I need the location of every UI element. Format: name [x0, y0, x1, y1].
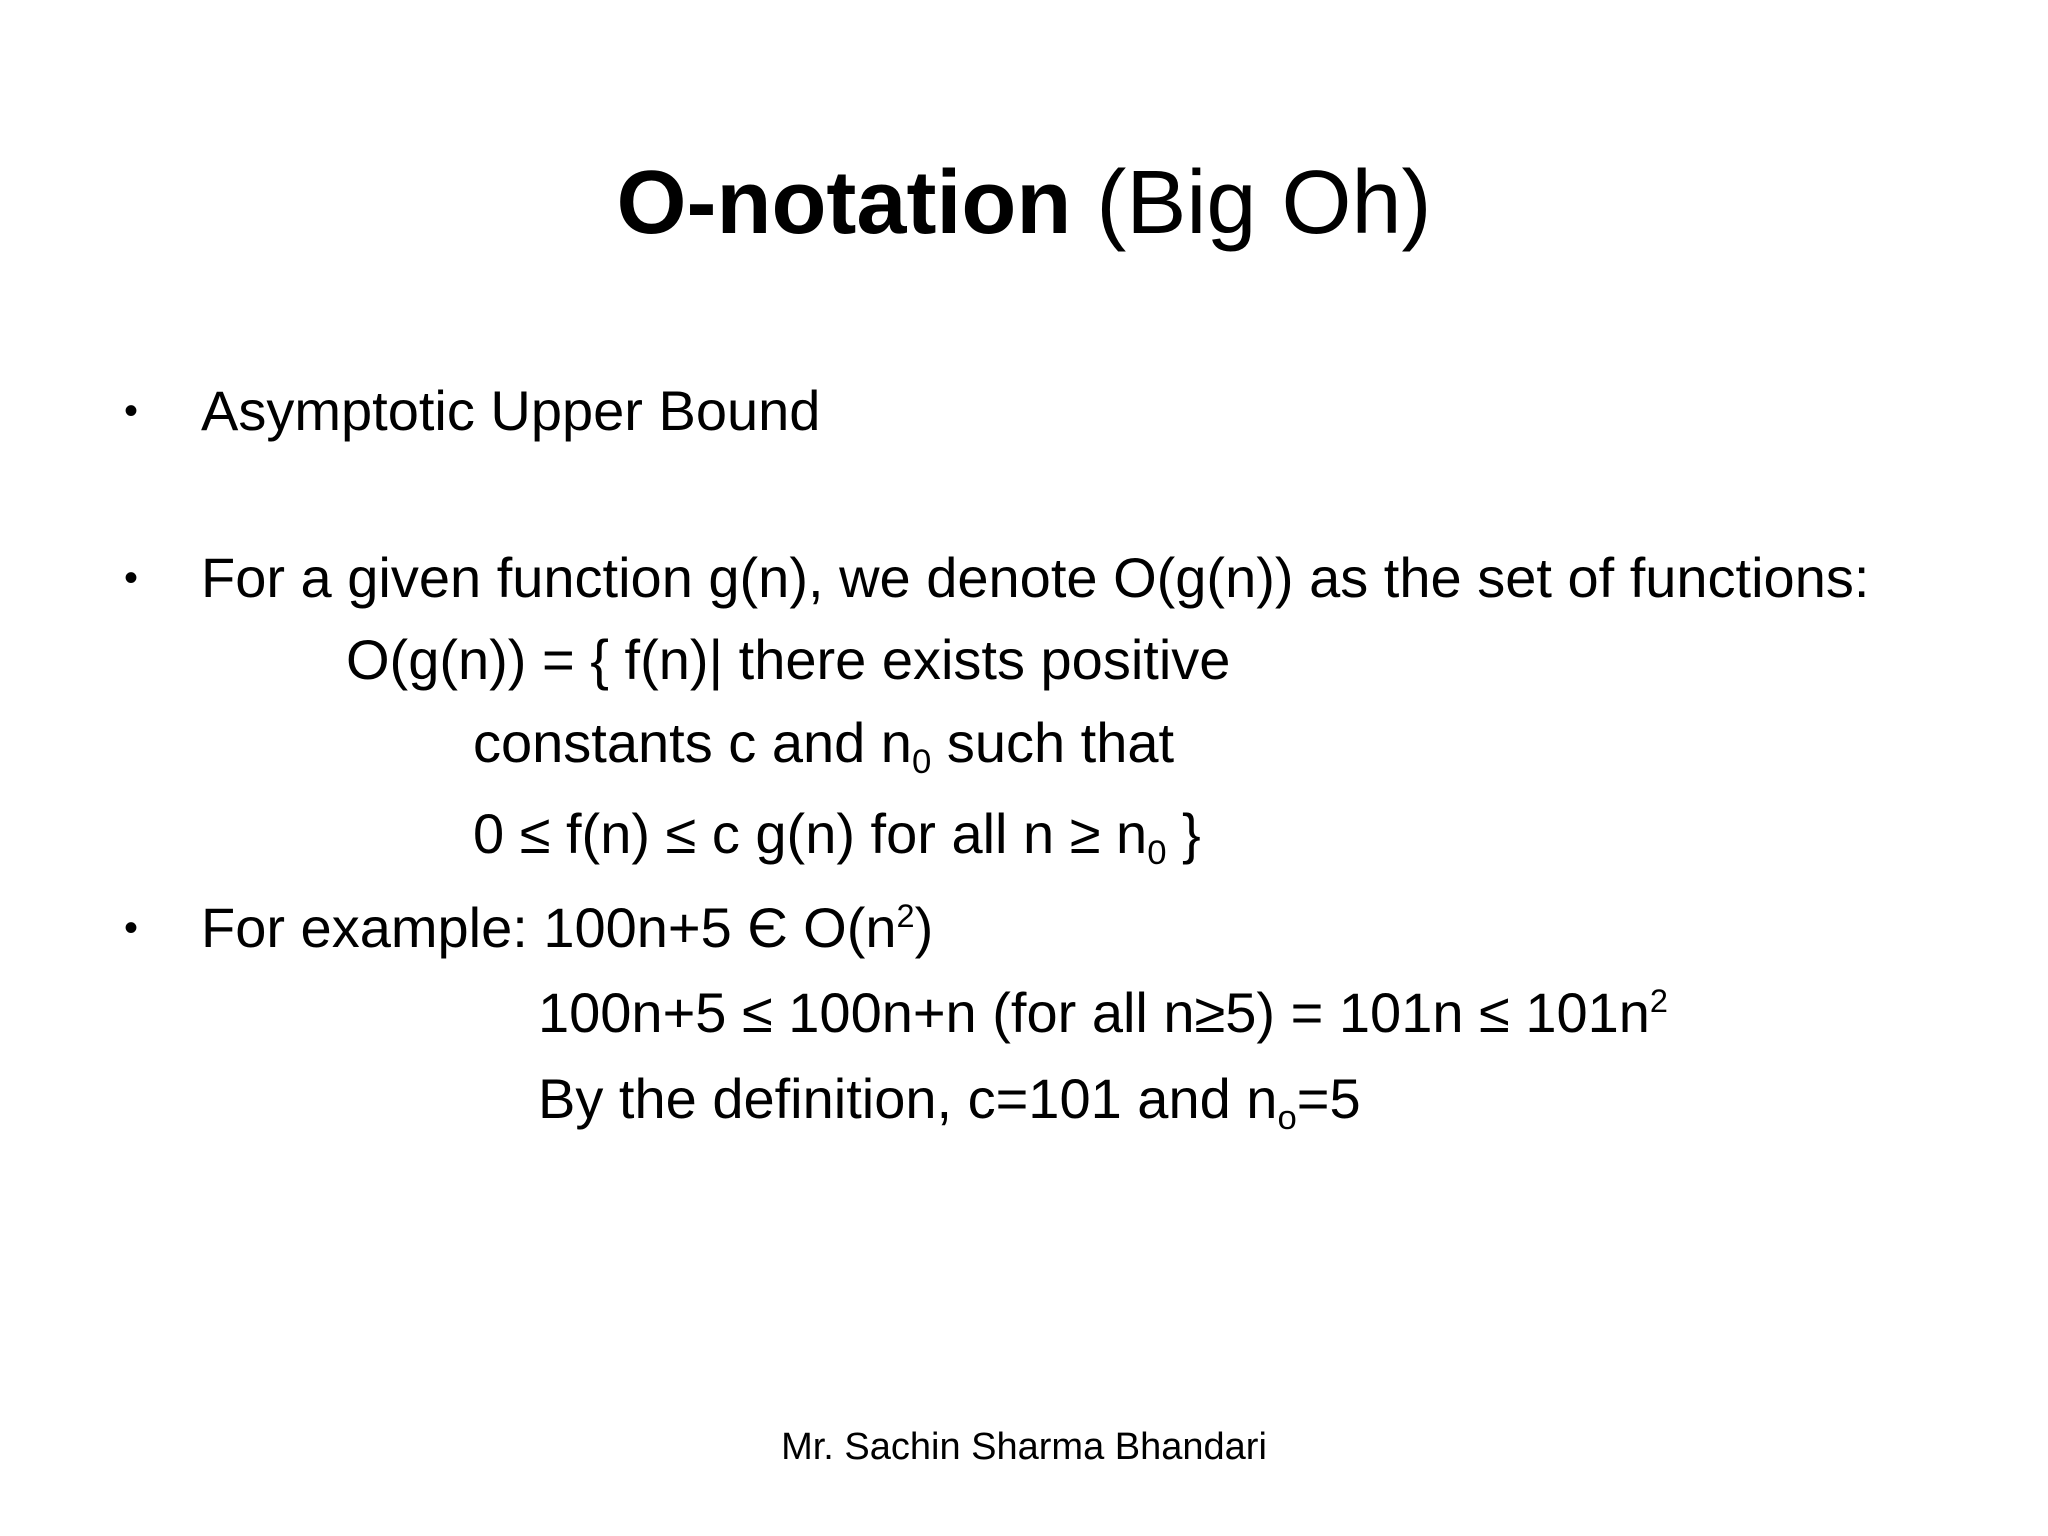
definition-line-3 [473, 801, 1201, 873]
definition-line-3-tail: } [1166, 802, 1201, 865]
definition-line-3-subscript: 0 [1147, 834, 1167, 873]
bullet-marker-2: • [124, 556, 139, 600]
title-rest-text: (Big Oh) [1071, 153, 1432, 253]
definition-line-1: O(g(n)) = { f(n)| there exists positive [346, 628, 1231, 691]
definition-line-2-tail: such that [931, 711, 1175, 774]
bullet-marker-3: • [124, 906, 139, 950]
slide-title [0, 148, 2048, 258]
example-line-2-tail: =5 [1296, 1067, 1361, 1130]
definition-line-3-text: 0 ≤ f(n) ≤ c g(n) for all n ≥ n [473, 802, 1148, 865]
bullet-text-2: For a given function g(n), we denote O(g(n)) as the set of functions: [201, 546, 1870, 609]
bullet-text-3-main: For example: 100n+5 Є O(n [201, 896, 897, 959]
example-line-2-text: By the definition, c=101 and n [538, 1067, 1278, 1130]
example-line-1-superscript: 2 [1649, 982, 1668, 1019]
example-line-2-subscript: o [1277, 1099, 1297, 1138]
definition-line-2 [473, 710, 1175, 782]
bullet-text-3 [201, 895, 933, 961]
bullet-text-1: Asymptotic Upper Bound [201, 379, 821, 442]
bullet-marker-1: • [124, 389, 139, 433]
definition-line-2-subscript: 0 [911, 743, 932, 782]
bullet-text-3-superscript: 2 [896, 897, 915, 934]
example-line-1-text: 100n+5 ≤ 100n+n (for all n≥5) = 101n ≤ 101n [538, 981, 1650, 1044]
bullet-text-3-tail: ) [914, 896, 934, 959]
slide-footer-author: Mr. Sachin Sharma Bhandari [781, 1426, 1267, 1468]
example-line-2 [538, 1066, 1361, 1138]
example-line-1 [538, 980, 1668, 1046]
definition-line-2-text: constants c and n [473, 711, 912, 774]
title-bold-text: O-notation [616, 153, 1072, 253]
